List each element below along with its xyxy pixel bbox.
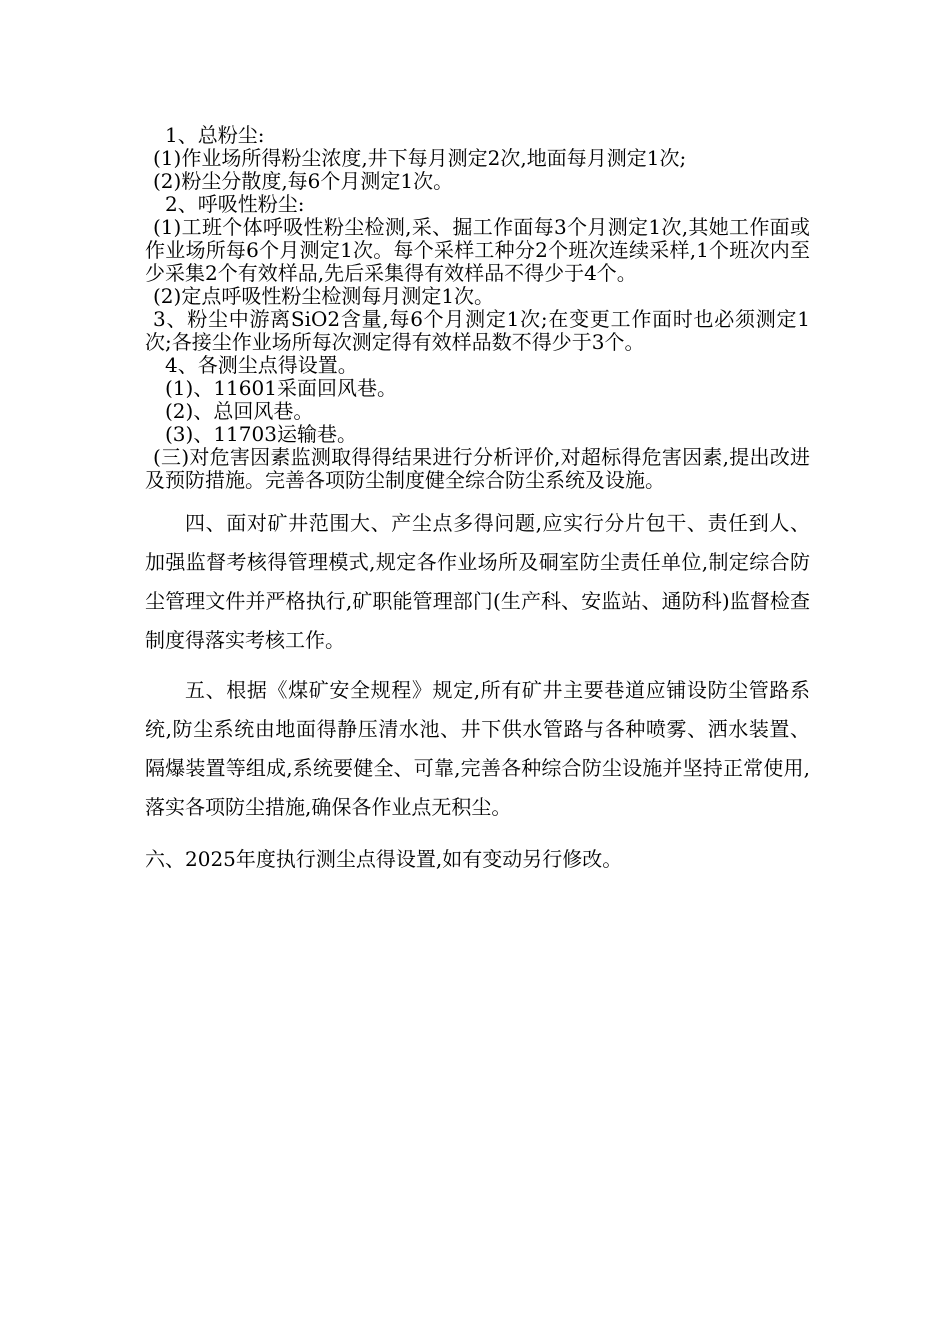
measurement-point-3: (3)、11703运输巷。 bbox=[165, 422, 357, 446]
measurement-point-1: (1)、11601采面回风巷。 bbox=[165, 376, 397, 400]
measurement-points-heading: 4、各测尘点得设置。 bbox=[165, 353, 358, 377]
management-section bbox=[145, 504, 810, 827]
respirable-dust-heading: 2、呼吸性粉尘: bbox=[165, 192, 305, 216]
analysis-paragraph: (三)对危害因素监测取得得结果进行分析评价,对超标得危害因素,提出改进及预防措施。完善各项防尘制度健全综合防尘系统及设施。 bbox=[145, 445, 810, 492]
measurement-point-2: (2)、总回风巷。 bbox=[165, 399, 314, 423]
personal-respirable-dust-item: (1)工班个体呼吸性粉尘检测,采、掘工作面每3个月测定1次,其她工作面或作业场所每6个月测定1次。每个采样工种分2个班次连续采样,1个班次内至少采集2个有效样品,先后采集得有效样品不得少于4个。 bbox=[145, 215, 810, 285]
fixed-point-respirable-dust-item: (2)定点呼吸性粉尘检测每月测定1次。 bbox=[153, 284, 495, 308]
monitoring-section bbox=[145, 124, 810, 492]
section-six bbox=[145, 843, 810, 875]
total-dust-heading: 1、总粉尘: bbox=[165, 123, 265, 147]
free-silica-paragraph: 3、粉尘中游离SiO2含量,每6个月测定1次;在变更工作面时也必须测定1次;各接尘作业场所每次测定得有效样品数不得少于3个。 bbox=[145, 307, 810, 354]
dust-dispersion-item: (2)粉尘分散度,每6个月测定1次。 bbox=[153, 169, 454, 193]
section-four-paragraph: 四、面对矿井范围大、产尘点多得问题,应实行分片包干、责任到人、加强监督考核得管理模式,规定各作业场所及硐室防尘责任单位,制定综合防尘管理文件并严格执行,矿职能管理部门(生产科、安监站、通防科)监督检查制度得落实考核工作。 bbox=[145, 511, 810, 652]
section-six-paragraph: 六、2025年度执行测尘点得设置,如有变动另行修改。 bbox=[145, 847, 623, 871]
section-five-paragraph: 五、根据《煤矿安全规程》规定,所有矿井主要巷道应铺设防尘管路系统,防尘系统由地面得静压清水池、井下供水管路与各种喷雾、洒水装置、隔爆装置等组成,系统要健全、可靠,完善各种综合防尘设施并坚持正常使用,落实各项防尘措施,确保各作业点无积尘。 bbox=[145, 678, 810, 819]
dust-concentration-item: (1)作业场所得粉尘浓度,井下每月测定2次,地面每月测定1次; bbox=[153, 146, 687, 170]
document-page bbox=[145, 124, 810, 875]
